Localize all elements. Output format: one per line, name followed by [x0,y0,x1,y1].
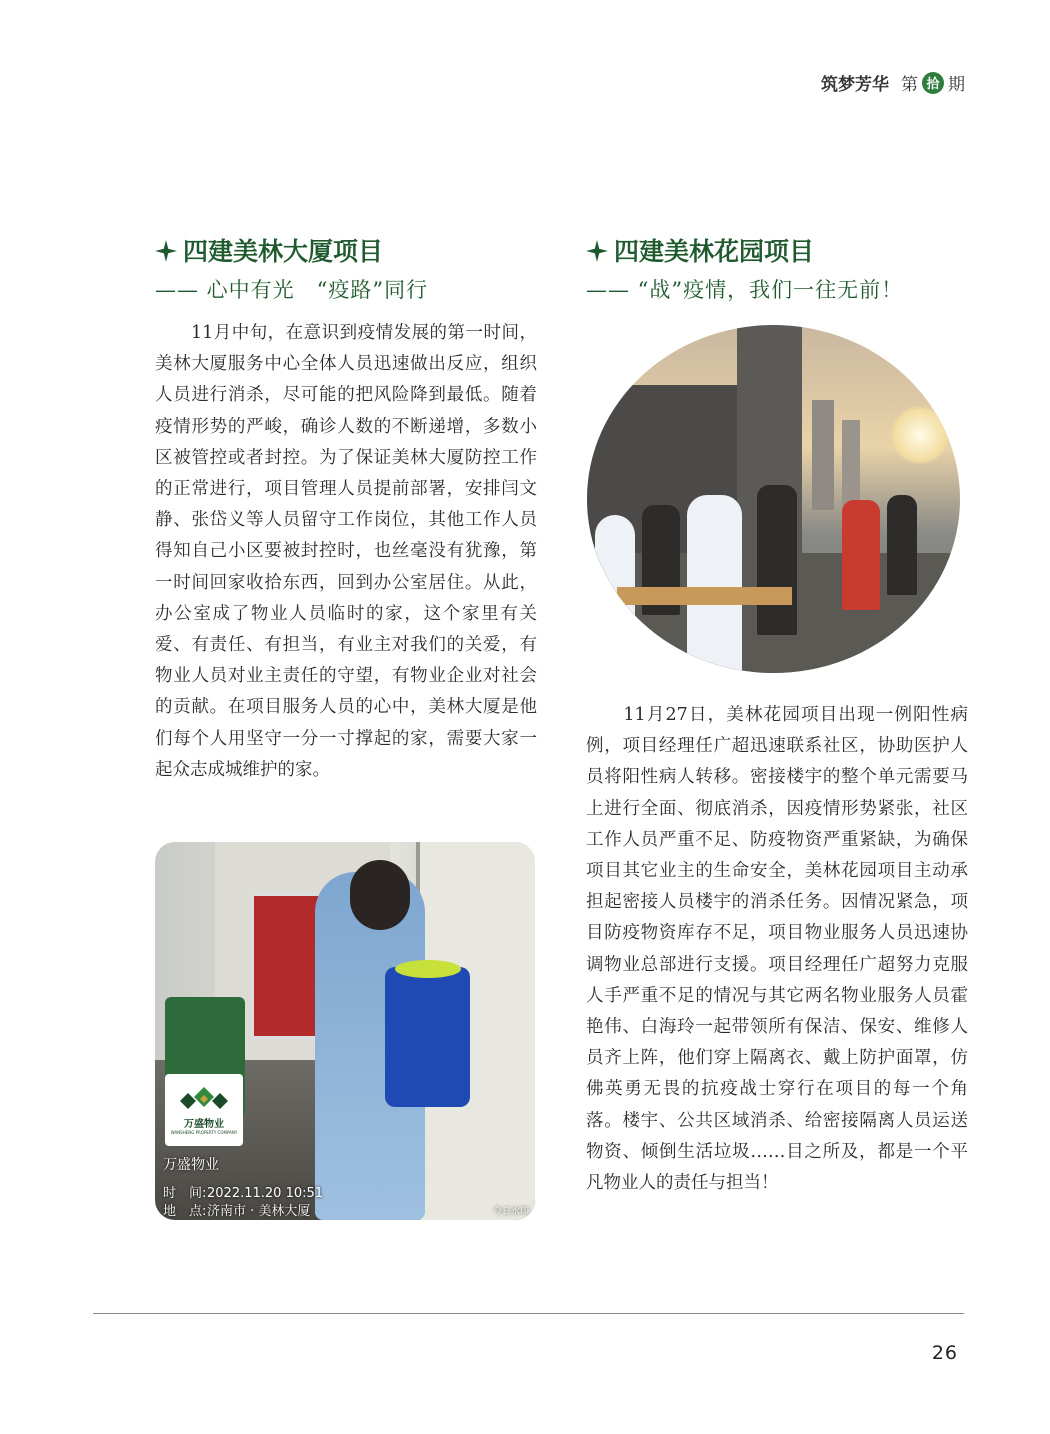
right-section-title [586,236,971,268]
footer-divider [93,1313,964,1314]
left-article-body: 11月中旬，在意识到疫情发展的第一时间，美林大厦服务中心全体人员迅速做出反应，组织人员进行消杀，尽可能的把风险降到最低。随着疫情形势的严峻，确诊人数的不断递增，多数小区被管控或者封控。为了保证美林大厦防控工作的正常进行，项目管理人员提前部署，安排闫文静、张岱义等人员留守工作岗位，其他工作人员得知自己小区要被封控时，也丝毫没有犹豫，第一时间回家收拾东西，回到办公室居住。从此，办公室成了物业人员临时的家，这个家里有关爱、有责任、有担当，有业主对我们的关爱，有物业人员对业主责任的守望，有物业企业对社会的贡献。在项目服务人员的心中，美林大厦是他们每个人用坚守一分一寸撑起的家，需要大家一起众志成城维护的家。 [155,323,537,780]
magazine-name: 筑梦芳华 [821,75,889,95]
photo-far-building [842,420,860,510]
photo-sun [890,405,950,465]
watermark-time [163,1182,323,1201]
photo-medical-worker [687,495,742,673]
watermark-corner: 今日水印 [492,1207,529,1217]
watermark-company: 万盛物业 [163,1157,219,1173]
left-section-subtitle: —— 心中有光 “疫路”同行 [155,278,429,302]
diamond-logo-icon [174,1085,234,1113]
left-section-heading [155,236,540,308]
photo-worker-head [350,860,410,930]
issue-number-badge: 拾 [922,72,944,94]
sparkle-star-icon [586,240,608,262]
photo-sprayer-lid [395,960,461,978]
issue-prefix: 第 [901,75,918,95]
photo-medical-worker [595,515,635,625]
logo-brand-english: WANSHENG PROPERTY COMPANY [170,1130,238,1135]
watermark-time-label: 时 间: [163,1186,207,1201]
photo-person [757,485,797,635]
watermark-place [163,1200,310,1219]
company-logo [165,1074,243,1146]
left-title-text: 四建美林大厦项目 [183,237,384,266]
page-number: 26 [931,1342,958,1364]
issue-suffix: 期 [948,75,965,95]
photo-person [887,495,917,595]
disinfection-photo [155,842,535,1220]
watermark-time-value: 2022.11.20 10:51 [207,1186,324,1201]
right-article-body: 11月27日，美林花园项目出现一例阳性病例，项目经理任广超迅速联系社区，协助医护人员将阳性病人转移。密接楼宇的整个单元需要马上进行全面、彻底消杀，因疫情形势紧张，社区工作人员严重不足、防疫物资严重紧缺，为确保项目其它业主的生命安全，美林花园项目主动承担起密接人员楼宇的消杀任务。因情况紧急，项目防疫物资库存不足，项目物业服务人员迅速协调物业总部进行支援。项目经理任广超努力克服人手严重不足的情况与其它两名物业服务人员霍艳伟、白海玲一起带领所有保洁、保安、维修人员齐上阵，他们穿上隔离衣、戴上防护面罩，仿佛英勇无畏的抗疫战士穿行在项目的每一个角落。楼宇、公共区域消杀、给密接隔离人员运送物资、倾倒生活垃圾……目之所及，都是一个平凡物业人的责任与担当！ [586,705,968,1194]
right-section-subtitle: —— “战”疫情，我们一往无前！ [586,278,904,302]
testing-site-photo [587,325,960,673]
photo-far-building [812,400,834,510]
photo-sprayer-tank [385,967,470,1107]
photo-person [842,500,880,610]
right-section-heading [586,236,971,308]
photo-table [617,587,792,605]
watermark-place-label: 地 点: [163,1204,207,1219]
logo-brand-text: 万盛物业 [184,1119,224,1130]
sparkle-star-icon [155,240,177,262]
running-header [821,70,965,95]
watermark-place-value: 济南市 · 美林大厦 [207,1204,311,1219]
right-title-text: 四建美林花园项目 [614,237,815,266]
left-section-title [155,236,540,268]
